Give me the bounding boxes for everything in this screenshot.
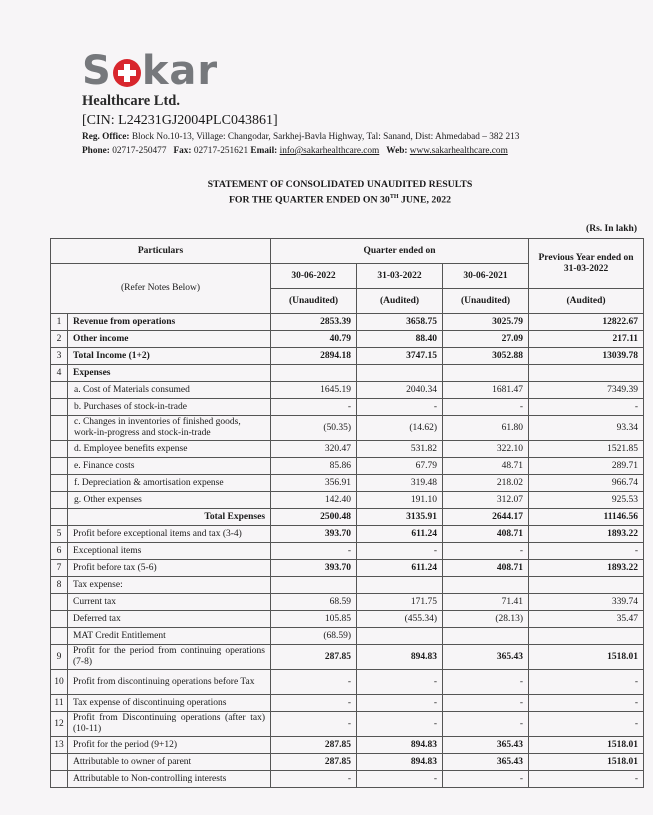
letterhead bbox=[82, 44, 642, 157]
row-label: b. Purchases of stock-in-trade bbox=[68, 399, 271, 416]
registered-office bbox=[82, 131, 642, 143]
value-cell: 12822.67 bbox=[529, 314, 644, 331]
value-cell bbox=[443, 628, 529, 645]
value-cell: 2644.17 bbox=[443, 509, 529, 526]
value-cell: 11146.56 bbox=[529, 509, 644, 526]
cin-number: [CIN: L24231GJ2004PLC043861] bbox=[82, 113, 278, 128]
row-number bbox=[51, 771, 68, 788]
table-row bbox=[51, 712, 644, 737]
table-row bbox=[51, 670, 644, 695]
value-cell: - bbox=[443, 712, 529, 737]
value-cell: 1893.22 bbox=[529, 526, 644, 543]
row-number bbox=[51, 628, 68, 645]
row-number: 13 bbox=[51, 737, 68, 754]
row-number: 11 bbox=[51, 695, 68, 712]
row-label: g. Other expenses bbox=[68, 492, 271, 509]
row-label: Profit from Discontinuing operations (after tax) (10-11) bbox=[68, 712, 271, 737]
value-cell: 365.43 bbox=[443, 645, 529, 670]
header-row-1 bbox=[51, 239, 644, 264]
row-number bbox=[51, 458, 68, 475]
row-label: e. Finance costs bbox=[68, 458, 271, 475]
value-cell bbox=[529, 365, 644, 382]
value-cell: 322.10 bbox=[443, 441, 529, 458]
value-cell: 289.71 bbox=[529, 458, 644, 475]
value-cell: 171.75 bbox=[357, 594, 443, 611]
value-cell bbox=[529, 628, 644, 645]
reg-label: Reg. Office: bbox=[82, 132, 130, 142]
value-cell: 67.79 bbox=[357, 458, 443, 475]
table-row bbox=[51, 509, 644, 526]
table-row bbox=[51, 382, 644, 399]
row-label: Profit from discontinuing operations before Tax bbox=[68, 670, 271, 695]
value-cell: 611.24 bbox=[357, 526, 443, 543]
value-cell: - bbox=[443, 670, 529, 695]
value-cell: - bbox=[529, 695, 644, 712]
row-label: Expenses bbox=[68, 365, 271, 382]
row-label: f. Depreciation & amortisation expense bbox=[68, 475, 271, 492]
table-row bbox=[51, 628, 644, 645]
reg-address: Block No.10-13, Village: Changodar, Sarkhej-Bavla Highway, Tal: Sanand, Dist: Ahmedabad – 382 213 bbox=[131, 132, 520, 142]
value-cell: - bbox=[271, 771, 357, 788]
table-row bbox=[51, 645, 644, 670]
date-col-2: 31-03-2022 bbox=[357, 264, 443, 289]
value-cell: (68.59) bbox=[271, 628, 357, 645]
quarter-header: Quarter ended on bbox=[271, 239, 529, 264]
value-cell: 61.80 bbox=[443, 416, 529, 441]
value-cell: 320.47 bbox=[271, 441, 357, 458]
value-cell: (14.62) bbox=[357, 416, 443, 441]
row-number: 9 bbox=[51, 645, 68, 670]
value-cell: - bbox=[443, 695, 529, 712]
value-cell: 93.34 bbox=[529, 416, 644, 441]
value-cell: - bbox=[357, 712, 443, 737]
row-number: 8 bbox=[51, 577, 68, 594]
financial-results-table bbox=[50, 238, 644, 788]
table-row bbox=[51, 441, 644, 458]
value-cell: 1521.85 bbox=[529, 441, 644, 458]
row-number: 2 bbox=[51, 331, 68, 348]
value-cell: 7349.39 bbox=[529, 382, 644, 399]
value-cell: 356.91 bbox=[271, 475, 357, 492]
row-label: d. Employee benefits expense bbox=[68, 441, 271, 458]
value-cell bbox=[357, 628, 443, 645]
row-number: 10 bbox=[51, 670, 68, 695]
table-row bbox=[51, 331, 644, 348]
row-number bbox=[51, 382, 68, 399]
row-number bbox=[51, 475, 68, 492]
value-cell: 365.43 bbox=[443, 754, 529, 771]
value-cell: 3135.91 bbox=[357, 509, 443, 526]
row-number: 4 bbox=[51, 365, 68, 382]
row-number bbox=[51, 441, 68, 458]
value-cell: 218.02 bbox=[443, 475, 529, 492]
phone-label: Phone: bbox=[82, 146, 110, 156]
table-row bbox=[51, 594, 644, 611]
date-col-1: 30-06-2022 bbox=[271, 264, 357, 289]
value-cell: - bbox=[357, 771, 443, 788]
table-row bbox=[51, 526, 644, 543]
value-cell: - bbox=[357, 695, 443, 712]
value-cell bbox=[357, 365, 443, 382]
row-label: Revenue from operations bbox=[68, 314, 271, 331]
row-number: 5 bbox=[51, 526, 68, 543]
row-number bbox=[51, 492, 68, 509]
value-cell: 1518.01 bbox=[529, 737, 644, 754]
row-label: Profit for the period from continuing operations (7-8) bbox=[68, 645, 271, 670]
value-cell: 27.09 bbox=[443, 331, 529, 348]
value-cell: 13039.78 bbox=[529, 348, 644, 365]
table-row bbox=[51, 365, 644, 382]
row-label: Deferred tax bbox=[68, 611, 271, 628]
table-row bbox=[51, 314, 644, 331]
value-cell: 1518.01 bbox=[529, 645, 644, 670]
value-cell: 3025.79 bbox=[443, 314, 529, 331]
row-label: Total Expenses bbox=[68, 509, 271, 526]
table-row bbox=[51, 754, 644, 771]
value-cell: 85.86 bbox=[271, 458, 357, 475]
value-cell: (455.34) bbox=[357, 611, 443, 628]
particulars-header: Particulars bbox=[51, 239, 271, 264]
value-cell: 142.40 bbox=[271, 492, 357, 509]
value-cell: 393.70 bbox=[271, 526, 357, 543]
value-cell: 925.53 bbox=[529, 492, 644, 509]
logo-subtitle: Healthcare Ltd. bbox=[82, 93, 180, 109]
row-number: 1 bbox=[51, 314, 68, 331]
value-cell: 312.07 bbox=[443, 492, 529, 509]
row-label: a. Cost of Materials consumed bbox=[68, 382, 271, 399]
value-cell: - bbox=[271, 399, 357, 416]
table-row bbox=[51, 695, 644, 712]
value-cell: 287.85 bbox=[271, 645, 357, 670]
email-link[interactable]: info@sakarhealthcare.com bbox=[279, 146, 380, 156]
value-cell: 3747.15 bbox=[357, 348, 443, 365]
table-row bbox=[51, 771, 644, 788]
value-cell: - bbox=[443, 399, 529, 416]
phone-number: 02717-250477 bbox=[112, 146, 167, 156]
row-number: 3 bbox=[51, 348, 68, 365]
table-row bbox=[51, 492, 644, 509]
value-cell: 287.85 bbox=[271, 737, 357, 754]
title-line-1: STATEMENT OF CONSOLIDATED UNAUDITED RESULTS bbox=[207, 179, 473, 190]
row-label: Tax expense: bbox=[68, 577, 271, 594]
value-cell: - bbox=[529, 543, 644, 560]
value-cell: 611.24 bbox=[357, 560, 443, 577]
value-cell: 40.79 bbox=[271, 331, 357, 348]
value-cell: 531.82 bbox=[357, 441, 443, 458]
statement-title bbox=[140, 179, 540, 206]
row-label: Current tax bbox=[68, 594, 271, 611]
row-label: Attributable to Non-controlling interests bbox=[68, 771, 271, 788]
email-label: Email: bbox=[250, 146, 278, 156]
value-cell: 2040.34 bbox=[357, 382, 443, 399]
value-cell: - bbox=[271, 712, 357, 737]
status-col-1: (Unaudited) bbox=[271, 289, 357, 314]
value-cell: 88.40 bbox=[357, 331, 443, 348]
fax-number: 02717-251621 bbox=[193, 146, 249, 156]
web-link[interactable]: www.sakarhealthcare.com bbox=[409, 146, 508, 156]
logo-wordmark: S kar bbox=[82, 48, 219, 94]
value-cell bbox=[357, 577, 443, 594]
value-cell: 3658.75 bbox=[357, 314, 443, 331]
value-cell: 894.83 bbox=[357, 754, 443, 771]
title-line-2: FOR THE QUARTER ENDED ON 30TH JUNE, 2022 bbox=[228, 194, 452, 206]
value-cell: 339.74 bbox=[529, 594, 644, 611]
date-col-3: 30-06-2021 bbox=[443, 264, 529, 289]
value-cell bbox=[443, 577, 529, 594]
table-row bbox=[51, 475, 644, 492]
value-cell: (50.35) bbox=[271, 416, 357, 441]
value-cell bbox=[529, 577, 644, 594]
table-row bbox=[51, 416, 644, 441]
value-cell bbox=[271, 577, 357, 594]
units-note: (Rs. In lakh) bbox=[586, 224, 637, 234]
row-label: Profit before exceptional items and tax (3-4) bbox=[68, 526, 271, 543]
row-number bbox=[51, 399, 68, 416]
table-row bbox=[51, 577, 644, 594]
value-cell: 408.71 bbox=[443, 526, 529, 543]
value-cell: 105.85 bbox=[271, 611, 357, 628]
value-cell: 71.41 bbox=[443, 594, 529, 611]
value-cell: 287.85 bbox=[271, 754, 357, 771]
row-label: Profit before tax (5-6) bbox=[68, 560, 271, 577]
contact-line bbox=[82, 145, 642, 157]
value-cell: 894.83 bbox=[357, 645, 443, 670]
row-number: 7 bbox=[51, 560, 68, 577]
value-cell: - bbox=[271, 695, 357, 712]
row-label: MAT Credit Entitlement bbox=[68, 628, 271, 645]
row-number bbox=[51, 509, 68, 526]
row-label: Attributable to owner of parent bbox=[68, 754, 271, 771]
medical-cross-icon bbox=[113, 59, 141, 87]
value-cell: 2894.18 bbox=[271, 348, 357, 365]
table-row bbox=[51, 399, 644, 416]
value-cell: 894.83 bbox=[357, 737, 443, 754]
table-row bbox=[51, 348, 644, 365]
row-label: Total Income (1+2) bbox=[68, 348, 271, 365]
value-cell: (28.13) bbox=[443, 611, 529, 628]
row-number bbox=[51, 611, 68, 628]
value-cell: 1518.01 bbox=[529, 754, 644, 771]
value-cell: - bbox=[443, 543, 529, 560]
value-cell: 3052.88 bbox=[443, 348, 529, 365]
value-cell: 48.71 bbox=[443, 458, 529, 475]
prev-year-header: Previous Year ended on 31-03-2022 bbox=[529, 239, 644, 289]
value-cell: - bbox=[357, 543, 443, 560]
value-cell: 1681.47 bbox=[443, 382, 529, 399]
row-label: Exceptional items bbox=[68, 543, 271, 560]
value-cell: 1645.19 bbox=[271, 382, 357, 399]
fax-label: Fax: bbox=[173, 146, 192, 156]
value-cell: - bbox=[529, 399, 644, 416]
value-cell: 2500.48 bbox=[271, 509, 357, 526]
value-cell bbox=[443, 365, 529, 382]
row-number bbox=[51, 416, 68, 441]
row-number: 6 bbox=[51, 543, 68, 560]
status-col-3: (Unaudited) bbox=[443, 289, 529, 314]
row-label: Tax expense of discontinuing operations bbox=[68, 695, 271, 712]
value-cell: - bbox=[529, 771, 644, 788]
row-number bbox=[51, 594, 68, 611]
value-cell: 217.11 bbox=[529, 331, 644, 348]
value-cell: 365.43 bbox=[443, 737, 529, 754]
value-cell: - bbox=[443, 771, 529, 788]
value-cell: - bbox=[529, 712, 644, 737]
status-col-2: (Audited) bbox=[357, 289, 443, 314]
row-label: Other income bbox=[68, 331, 271, 348]
value-cell: 2853.39 bbox=[271, 314, 357, 331]
value-cell: - bbox=[271, 670, 357, 695]
value-cell: 1893.22 bbox=[529, 560, 644, 577]
status-col-4: (Audited) bbox=[529, 289, 644, 314]
value-cell: - bbox=[271, 543, 357, 560]
row-number: 12 bbox=[51, 712, 68, 737]
company-logo bbox=[82, 44, 642, 98]
table-row bbox=[51, 560, 644, 577]
row-label: Profit for the period (9+12) bbox=[68, 737, 271, 754]
value-cell bbox=[271, 365, 357, 382]
value-cell: - bbox=[357, 670, 443, 695]
refer-notes: (Refer Notes Below) bbox=[51, 264, 271, 314]
value-cell: 68.59 bbox=[271, 594, 357, 611]
table-row bbox=[51, 737, 644, 754]
value-cell: 408.71 bbox=[443, 560, 529, 577]
value-cell: 393.70 bbox=[271, 560, 357, 577]
web-label: Web: bbox=[386, 146, 408, 156]
value-cell: 35.47 bbox=[529, 611, 644, 628]
table-row bbox=[51, 458, 644, 475]
table-row bbox=[51, 543, 644, 560]
value-cell: - bbox=[529, 670, 644, 695]
value-cell: 966.74 bbox=[529, 475, 644, 492]
value-cell: 319.48 bbox=[357, 475, 443, 492]
row-number bbox=[51, 754, 68, 771]
value-cell: 191.10 bbox=[357, 492, 443, 509]
value-cell: - bbox=[357, 399, 443, 416]
table-row bbox=[51, 611, 644, 628]
row-label: c. Changes in inventories of finished goods, work-in-progress and stock-in-trade bbox=[68, 416, 271, 441]
